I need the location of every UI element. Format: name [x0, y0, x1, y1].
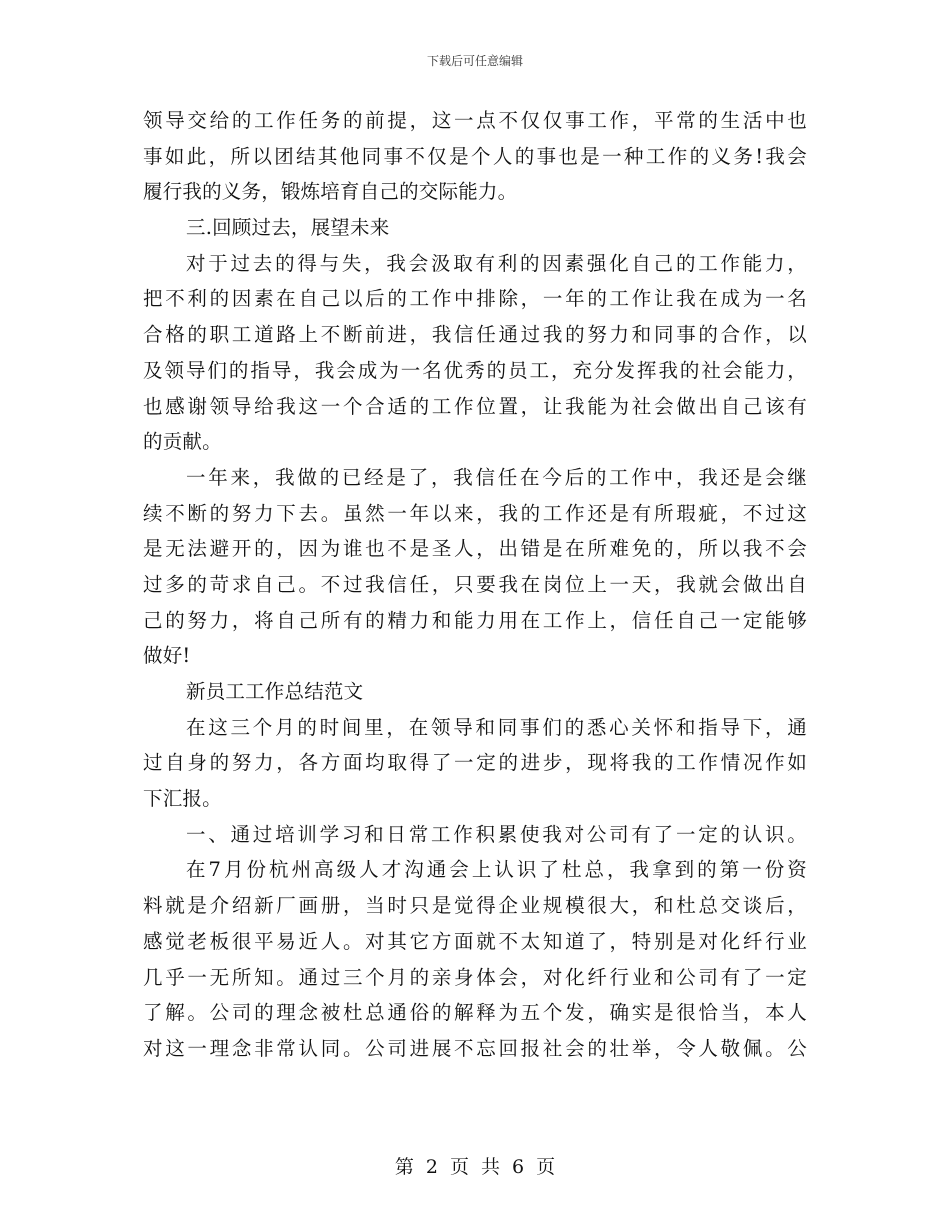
document-body [143, 103, 807, 1067]
text-line: 及领导们的指导，我会成为一名优秀的员工，充分发挥我的社会能力， [143, 358, 807, 382]
text-line: 也感谢领导给我这一个合适的工作位置，让我能为社会做出自己该有 [143, 394, 807, 418]
text-line: 过多的苛求自己。不过我信任，只要我在岗位上一天，我就会做出自 [143, 572, 807, 596]
text-line: 一、通过培训学习和日常工作积累使我对公司有了一定的认识。 [186, 822, 807, 846]
text-line: 合格的职工道路上不断前进，我信任通过我的努力和同事的合作，以 [143, 323, 807, 347]
text-line: 履行我的义务，锻炼培育自己的交际能力。 [143, 180, 518, 204]
text-line: 几乎一无所知。通过三个月的亲身体会，对化纤行业和公司有了一定 [143, 965, 807, 989]
text-line: 对这一理念非常认同。公司进展不忘回报社会的壮举，令人敬佩。公 [143, 1036, 807, 1060]
text-line: 把不利的因素在自己以后的工作中排除，一年的工作让我在成为一名 [143, 287, 807, 311]
text-line: 过自身的努力，各方面均取得了一定的进步，现将我的工作情况作如 [143, 751, 807, 775]
text-line: 续不断的努力下去。虽然一年以来，我的工作还是有所瑕疵，不过这 [143, 501, 807, 525]
text-line: 了解。公司的理念被杜总通俗的解释为五个发，确实是很恰当，本人 [143, 1001, 807, 1025]
text-line: 对于过去的得与失，我会汲取有利的因素强化自己的工作能力， [186, 251, 807, 275]
text-line: 一年来，我做的已经是了，我信任在今后的工作中，我还是会继 [186, 465, 807, 489]
text-line: 感觉老板很平易近人。对其它方面就不太知道了，特别是对化纤行业 [143, 929, 807, 953]
text-line: 新员工工作总结范文 [186, 680, 364, 703]
text-line: 下汇报。 [143, 787, 222, 811]
text-line: 在这三个月的时间里，在领导和同事们的悉心关怀和指导下，通 [186, 715, 807, 739]
text-line: 在7月份杭州高级人才沟通会上认识了杜总，我拿到的第一份资 [186, 858, 807, 882]
page-footer: 第 2 页 共 6 页 [394, 1156, 556, 1178]
text-line: 己的努力，将自己所有的精力和能力用在工作上，信任自己一定能够 [143, 608, 807, 632]
text-line: 事如此，所以团结其他同事不仅是个人的事也是一种工作的义务!我会 [143, 144, 807, 168]
text-line: 料就是介绍新厂画册，当时只是觉得企业规模很大，和杜总交谈后， [143, 894, 807, 918]
text-line: 做好! [143, 644, 191, 668]
page-header: 下载后可任意编辑 [426, 54, 523, 68]
text-line: 的贡献。 [143, 430, 222, 454]
text-line: 三.回顾过去，展望未来 [186, 216, 390, 240]
text-line: 是无法避开的，因为谁也不是圣人，出错是在所难免的，所以我不会 [143, 537, 807, 561]
text-line: 领导交给的工作任务的前提，这一点不仅仅事工作，平常的生活中也 [143, 109, 807, 132]
